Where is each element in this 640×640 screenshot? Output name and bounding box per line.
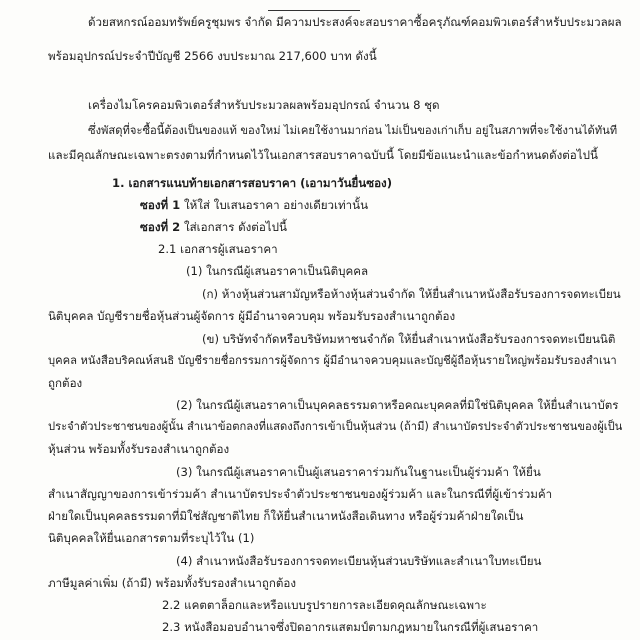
intro-line-1: ด้วยสหกรณ์ออมทรัพย์ครูชุมพร จำกัด มีความประสงค์จะสอบราคาซื้อครุภัณฑ์คอมพิวเตอร์สำหรับประมวลผล: [88, 15, 622, 29]
case-1a-line-2: นิติบุคคล บัญชีรายชื่อหุ้นส่วนผู้จัดการ ผู้มีอำนาจควบคุม พร้อมรับรองสำเนาถูกต้อง: [48, 309, 456, 323]
case-1a-line-1: (ก) ห้างหุ้นส่วนสามัญหรือห้างหุ้นส่วนจำกัด ให้ยื่นสำเนาหนังสือรับรองการจดทะเบียน: [202, 287, 621, 301]
intro-line-2: พร้อมอุปกรณ์ประจำปีบัญชี 2566 งบประมาณ 217,600 บาท ดังนี้: [48, 49, 377, 63]
case-4-line-1: (4) สำเนาหนังสือรับรองการจดทะเบียนหุ้นส่วนบริษัทและสำเนาใบทะเบียน: [176, 554, 542, 568]
envelope-2: [140, 220, 287, 234]
condition-line-1: ซึ่งพัสดุที่จะซื้อนี้ต้องเป็นของแท้ ของใหม่ ไม่เคยใช้งานมาก่อน ไม่เป็นของเก่าเก็บ อยู่ในสภาพที่จะใช้งานได้ทันที: [88, 124, 618, 137]
case-1b-line-3: ถูกต้อง: [48, 376, 83, 390]
case-1b-line-1: (ข) บริษัทจำกัดหรือบริษัทมหาชนจำกัด ให้ยื่นสำเนาหนังสือรับรองการจดทะเบียนนิติ: [202, 332, 616, 346]
section-2-1: 2.1 เอกสารผู้เสนอราคา: [158, 242, 278, 256]
section-2-3: 2.3 หนังสือมอบอำนาจซึ่งปิดอากรแสตมป์ตามกฎหมายในกรณีที่ผู้เสนอราคา: [162, 620, 539, 634]
case-2-line-2: ประจำตัวประชาชนของผู้นั้น สำเนาข้อตกลงที่แสดงถึงการเข้าเป็นหุ้นส่วน (ถ้ามี) สำเนาบัตรประจำตัวประชาชนของผู้เป็น: [48, 420, 623, 433]
case-1: (1) ในกรณีผู้เสนอราคาเป็นนิติบุคคล: [186, 264, 369, 278]
section-title: 1. เอกสารแนบท้ายเอกสารสอบราคา (เอามาวันยื่นซอง): [112, 176, 392, 190]
header-rule: [268, 10, 360, 11]
envelope-2-text: ใส่เอกสาร ดังต่อไปนี้: [183, 220, 287, 234]
case-3-line-3: ฝ่ายใดเป็นบุคคลธรรมดาที่มิใช่สัญชาติไทย ก็ให้ยื่นสำเนาหนังสือเดินทาง หรือผู้ร่วมค้าฝ่ายใดเป็น: [48, 509, 524, 523]
envelope-1-label: ซองที่ 1: [140, 198, 181, 212]
case-2-line-1: (2) ในกรณีผู้เสนอราคาเป็นบุคคลธรรมดาหรือคณะบุคคลที่มิใช่นิติบุคคล ให้ยื่นสำเนาบัตร: [176, 398, 619, 412]
condition-line-2: และมีคุณลักษณะเฉพาะตรงตามที่กำหนดไว้ในเอกสารสอบราคาฉบับนี้ โดยมีข้อแนะนำและข้อกำหนดดังต่อไปนี้: [48, 148, 598, 162]
envelope-1: [140, 198, 368, 212]
case-1b-line-2: บุคคล หนังสือบริคณห์สนธิ บัญชีรายชื่อกรรมการผู้จัดการ ผู้มีอำนาจควบคุมและบัญชีผู้ถือหุ้นรายใหญ่พร้อมรับรองสำเนา: [48, 354, 617, 367]
case-4-line-2: ภาษีมูลค่าเพิ่ม (ถ้ามี) พร้อมทั้งรับรองสำเนาถูกต้อง: [48, 576, 297, 590]
item-line: เครื่องไมโครคอมพิวเตอร์สำหรับประมวลผลพร้อมอุปกรณ์ จำนวน 8 ชุด: [88, 98, 440, 112]
case-3-line-1: (3) ในกรณีผู้เสนอราคาเป็นผู้เสนอราคาร่วมกันในฐานะเป็นผู้ร่วมค้า ให้ยื่น: [176, 465, 541, 479]
case-3-line-2: สำเนาสัญญาของการเข้าร่วมค้า สำเนาบัตรประจำตัวประชาชนของผู้ร่วมค้า และในกรณีที่ผู้เข้าร่วมค้า: [48, 487, 553, 501]
case-3-line-4: นิติบุคคลให้ยื่นเอกสารตามที่ระบุไว้ใน (1): [48, 531, 255, 545]
case-2-line-3: หุ้นส่วน พร้อมทั้งรับรองสำเนาถูกต้อง: [48, 442, 230, 456]
envelope-1-text: ให้ใส่ ใบเสนอราคา อย่างเดียวเท่านั้น: [183, 198, 368, 212]
section-2-2: 2.2 แคตตาล็อกและหรือแบบรูปรายการละเอียดคุณลักษณะเฉพาะ: [162, 598, 487, 612]
envelope-2-label: ซองที่ 2: [140, 220, 181, 234]
